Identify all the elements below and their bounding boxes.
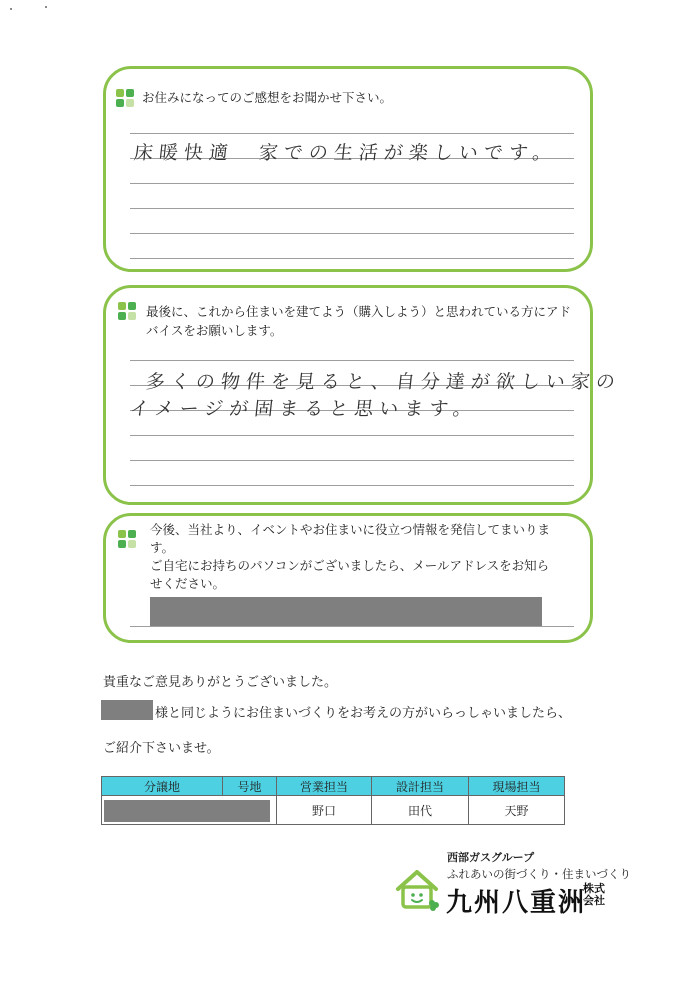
email-prompt-line4: せください。	[150, 576, 226, 591]
scan-mark	[10, 8, 12, 10]
lot-redacted	[104, 800, 270, 822]
staff-table	[101, 776, 565, 825]
clover-icon	[116, 89, 134, 107]
email-prompt-line3: ご自宅にお持ちのパソコンがございましたら、メールアドレスをお知ら	[150, 558, 550, 573]
header-design: 設計担当	[372, 777, 469, 796]
advice-answer-line2: イメージが固まると思います。	[128, 398, 479, 420]
email-redacted	[150, 597, 542, 627]
writing-line	[130, 233, 574, 234]
writing-line	[130, 435, 574, 436]
writing-line	[130, 208, 574, 209]
design-staff: 田代	[372, 796, 469, 825]
email-prompt-line1: 今後、当社より、イベントやお住まいに役立つ情報を発信してまいりま	[150, 522, 551, 537]
advice-answer-line1: 多くの物件を見ると、自分達が欲しい家の	[144, 371, 623, 393]
brand-tagline: ふれあいの街づくり・住まいづくり	[447, 867, 631, 881]
writing-line	[130, 133, 574, 134]
impressions-box	[103, 66, 593, 272]
referral-line1: 様と同じようにお住まいづくりをお考えの方がいらっしゃいましたら、	[155, 706, 572, 721]
advice-prompt-line1: 最後に、これから住まいを建てよう（購入しよう）と思われている方にアド	[146, 304, 572, 319]
writing-line	[130, 626, 574, 627]
email-prompt-line2: す。	[150, 540, 175, 555]
referral-line2: ご紹介下さいませ。	[103, 741, 220, 756]
email-box	[103, 513, 593, 643]
site-staff: 天野	[469, 796, 565, 825]
brand-group: 西部ガスグループ	[447, 851, 535, 864]
brand-suffix: 株式会社	[583, 882, 605, 907]
impressions-prompt: お住みになってのご感想をお聞かせ下さい。	[142, 90, 393, 105]
clover-icon	[118, 530, 136, 548]
advice-box	[103, 285, 623, 505]
header-sales: 営業担当	[277, 777, 372, 796]
thanks-text: 貴重なご意見ありがとうございました。	[103, 675, 338, 690]
name-redacted	[101, 700, 153, 720]
header-lot-number: 号地	[223, 777, 277, 796]
impressions-answer: 床暖快適 家での生活が楽しいです。	[132, 142, 559, 164]
header-site: 現場担当	[469, 777, 565, 796]
writing-line	[130, 360, 574, 361]
clover-icon	[118, 302, 136, 320]
brand-name: 九州八重洲	[446, 888, 587, 918]
scan-mark	[45, 6, 47, 8]
header-lot: 分譲地	[102, 777, 223, 796]
advice-prompt-line2: バイスをお願いします。	[146, 323, 283, 338]
lot-cell	[102, 796, 277, 825]
writing-line	[130, 258, 574, 259]
writing-line	[130, 183, 574, 184]
writing-line	[130, 460, 574, 461]
sales-staff: 野口	[277, 796, 372, 825]
writing-line	[130, 485, 574, 486]
house-logo-icon	[394, 867, 440, 911]
